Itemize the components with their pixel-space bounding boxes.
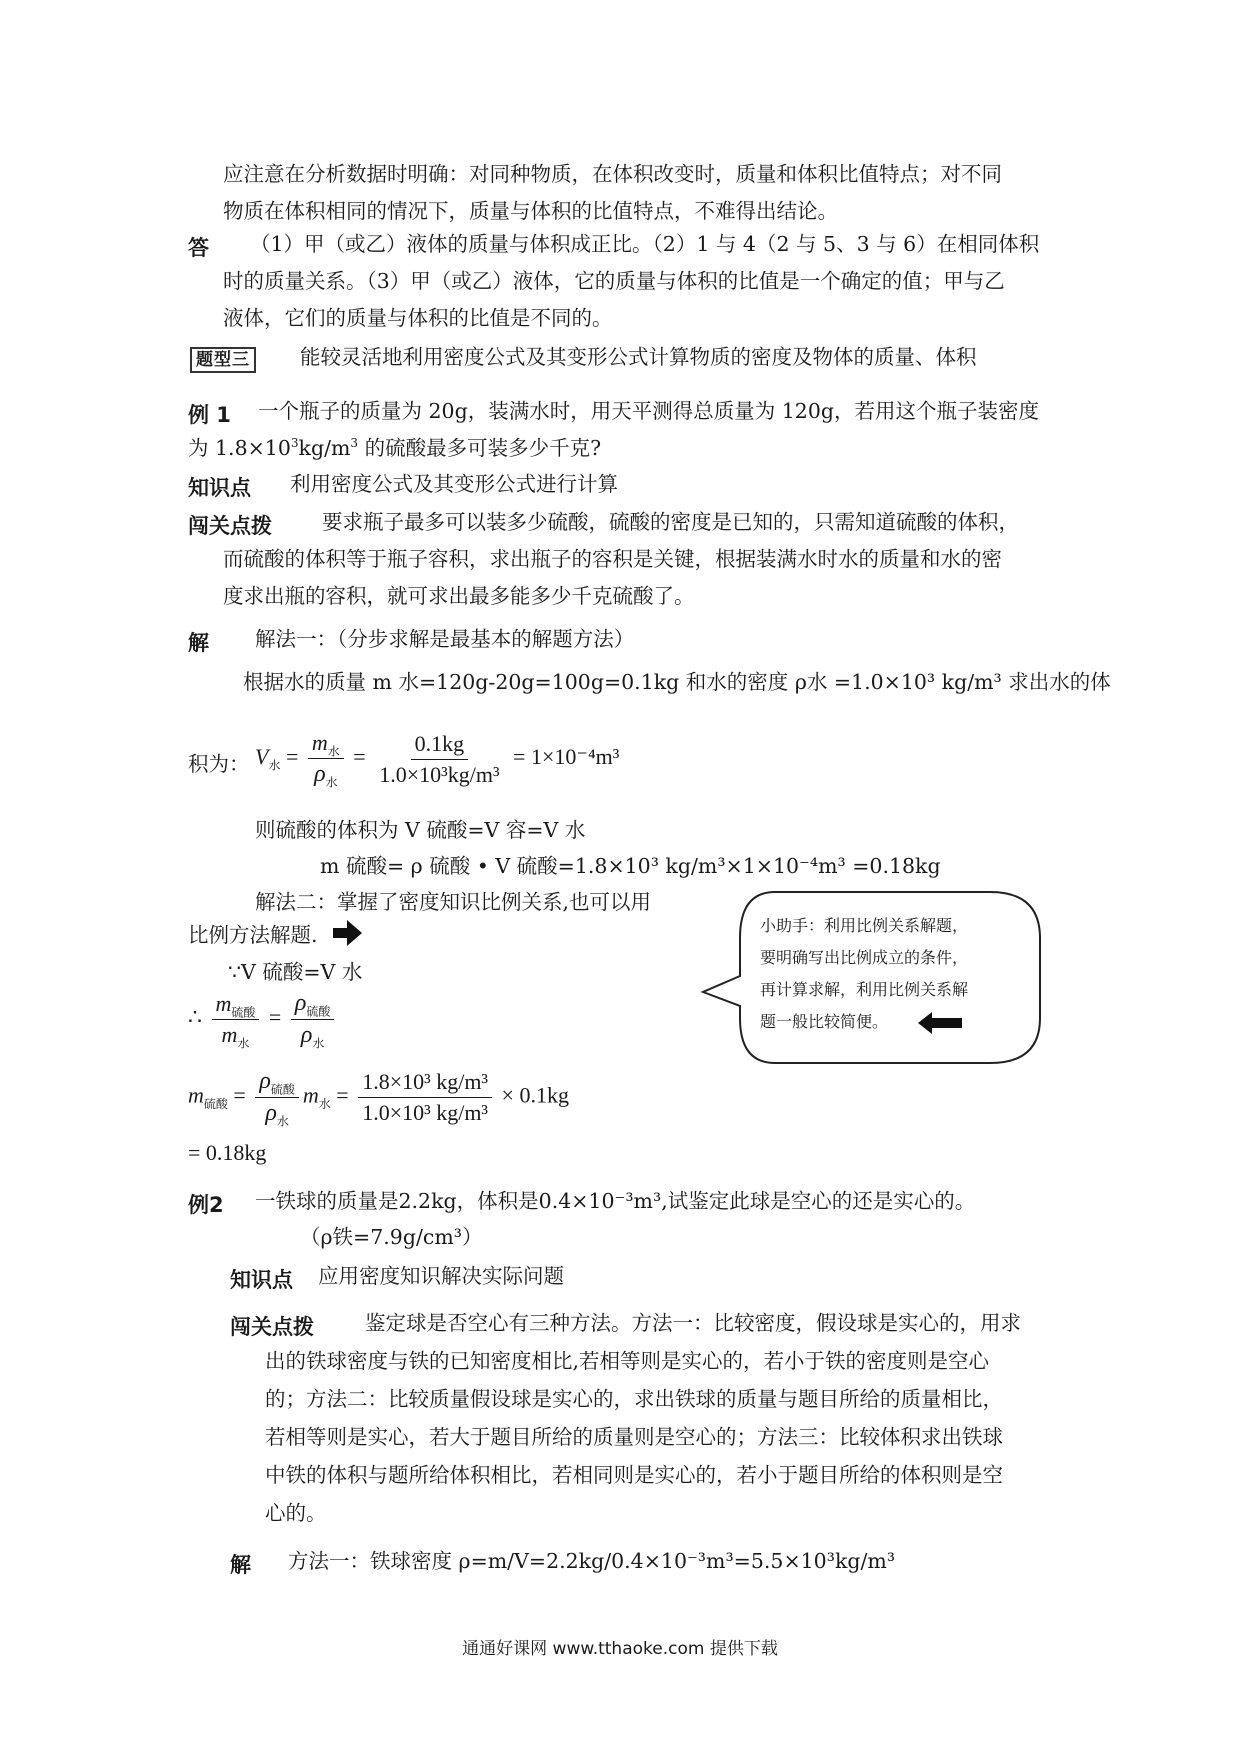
helper-line-4: 题一般比较简便。 bbox=[760, 1012, 889, 1031]
ratio-formula: ∴ $\frac{m_{硫酸}}{m_水}$ = $\frac{\rho_{硫酸}}{\rho_水}$ bbox=[188, 990, 338, 1049]
knowledge-point-text: 利用密度公式及其变形公式进行计算 bbox=[290, 472, 618, 496]
example-2-line-2: （ρ铁=7.9g/cm³） bbox=[300, 1225, 483, 1249]
solution-label: 解 bbox=[188, 631, 209, 655]
example-1-line-2 bbox=[188, 431, 601, 465]
volume-numerator: 0.1kg bbox=[411, 731, 469, 760]
final-result: = 0.18kg bbox=[188, 1140, 267, 1165]
density-ratio-fraction-2: $\frac{\rho_{硫酸}}{\rho_水}$ bbox=[255, 1068, 299, 1127]
helper-line-1: 小助手：利用比例关系解题， bbox=[760, 916, 969, 935]
example-1-line-2e: 的硫酸最多可装多少千克? bbox=[358, 436, 602, 460]
example-2-line-1: 一铁球的质量是2.2kg，体积是0.4×10⁻³m³,试鉴定此球是空心的还是实心的。 bbox=[255, 1189, 976, 1213]
example-2-tip-line-1: 鉴定球是否空心有三种方法。方法一：比较密度，假设球是实心的，用求 bbox=[365, 1311, 1021, 1335]
example-2-tip-line-4: 若相等则是实心，若大于题目所给的质量则是空心的；方法三：比较体积求出铁球 bbox=[265, 1425, 1003, 1449]
example-2-knowledge-text: 应用密度知识解决实际问题 bbox=[318, 1264, 564, 1288]
example-2-tip-line-6: 心的。 bbox=[265, 1501, 327, 1525]
answer-line-2: 时的质量关系。（3）甲（或乙）液体，它的质量与体积的比值是一个确定的值；甲与乙 bbox=[223, 269, 1005, 293]
section-tag-text: 题型三 bbox=[190, 347, 256, 373]
intro-line-1: 应注意在分析数据时明确：对同种物质，在体积改变时，质量和体积比值特点；对不同 bbox=[223, 162, 1002, 186]
intro-line-2: 物质在体积相同的情况下，质量与体积的比值特点，不难得出结论。 bbox=[223, 199, 838, 223]
answer-label: 答 bbox=[188, 236, 209, 260]
answer-line-3: 液体，它们的质量与体积的比值是不同的。 bbox=[223, 306, 613, 330]
density-value-numerator: 1.8×10³ kg/m³ bbox=[358, 1069, 492, 1098]
knowledge-point-label: 知识点 bbox=[188, 476, 251, 500]
acid-mass-formula: $m_{硫酸}$ = $\frac{\rho_{硫酸}}{\rho_水}$ $m_水$ = $\frac{\text{1.8×10³ kg/m³}}{\text{1.0×10³ kg/m³}}$ × 0.1kg bbox=[188, 1068, 569, 1129]
example-2-knowledge-label: 知识点 bbox=[230, 1268, 293, 1292]
example-2-tip-line-2: 出的铁球密度与铁的已知密度相比,若相等则是实心的，若小于铁的密度则是空心 bbox=[265, 1349, 990, 1373]
example-2-label: 例2 bbox=[188, 1193, 224, 1217]
example-1-line-2a: 为 1.8×10 bbox=[188, 436, 291, 460]
example-1-exp-1: 3 bbox=[290, 436, 299, 450]
tip-label: 闯关点拨 bbox=[188, 514, 272, 538]
example-1-line-2c: kg/m bbox=[298, 436, 351, 460]
density-ratio-fraction: $\frac{\rho_{硫酸}}{\rho_水}$ bbox=[291, 990, 335, 1049]
footer-credit: 通通好课网 www.tthaoke.com 提供下载 bbox=[462, 1639, 778, 1659]
example-2-tip-line-3: 的；方法二：比较质量假设球是实心的，求出铁球的质量与题目所给的质量相比， bbox=[265, 1387, 1003, 1411]
mass-ratio-fraction: $\frac{m_{硫酸}}{m_水}$ bbox=[212, 991, 260, 1048]
water-mass-line: 根据水的质量 m 水=120g-20g=100g=0.1kg 和水的密度 ρ水 =1.0×10³ kg/m³ 求出水的体 bbox=[243, 670, 1111, 694]
example-2-tip-line-5: 中铁的体积与题所给体积相比，若相同则是实心的，若小于题目所给的体积则是空 bbox=[265, 1463, 1003, 1487]
acid-mass-line: m 硫酸= ρ 硫酸 • V 硫酸=1.8×10³ kg/m³×1×10⁻⁴m³ =0.18kg bbox=[320, 854, 941, 878]
helper-line-2: 要明确写出比例成立的条件， bbox=[760, 948, 969, 967]
volume-formula: $V_水$ = $\frac{m_水}{\rho_水}$ = $\frac{0.1kg}{\text{1.0×10³kg/m³}}$ = 1×10⁻⁴m³ bbox=[255, 730, 620, 790]
acid-volume-line: 则硫酸的体积为 V 硫酸=V 容=V 水 bbox=[255, 818, 586, 842]
helper-line-3: 再计算求解，利用比例关系解 bbox=[760, 980, 969, 999]
example-2-solution-line: 方法一：铁球密度 ρ=m/V=2.2kg/0.4×10⁻³m³=5.5×10³kg/m³ bbox=[288, 1549, 896, 1573]
density-value-fraction bbox=[358, 1069, 492, 1126]
method-2-line-1: 解法二：掌握了密度知识比例关系,也可以用 bbox=[255, 890, 652, 914]
volume-denominator: 1.0×10³kg/m³ bbox=[379, 761, 500, 787]
volume-value-fraction bbox=[375, 731, 503, 788]
right-arrow-icon bbox=[333, 920, 363, 946]
tip-line-1: 要求瓶子最多可以装多少硫酸，硫酸的密度是已知的，只需知道硫酸的体积， bbox=[322, 510, 1019, 534]
answer-line-1: （1）甲（或乙）液体的质量与体积成正比。（2）1 与 4（2 与 5、3 与 6）在相同体积 bbox=[250, 232, 1040, 256]
method-2-line-2: 比例方法解题. bbox=[188, 923, 318, 947]
tip-line-3: 度求出瓶的容积，就可求出最多能多少千克硫酸了。 bbox=[223, 584, 695, 608]
ratio-tail: × 0.1kg bbox=[501, 1082, 569, 1108]
example-1-line-1: 一个瓶子的质量为 20g，装满水时，用天平测得总质量为 120g，若用这个瓶子装密度 bbox=[258, 399, 1039, 423]
density-value-denominator: 1.0×10³ kg/m³ bbox=[362, 1100, 489, 1125]
volume-prefix: 积为： bbox=[188, 752, 250, 776]
example-1-exp-2: 3 bbox=[350, 436, 359, 450]
example-1-label: 例 1 bbox=[188, 403, 231, 427]
tip-line-2: 而硫酸的体积等于瓶子容积，求出瓶子的容积是关键，根据装满水时水的质量和水的密 bbox=[223, 547, 1002, 571]
example-2-tip-label: 闯关点拨 bbox=[230, 1315, 314, 1339]
because-line: ∵V 硫酸=V 水 bbox=[228, 960, 363, 984]
mass-over-density-fraction: $\frac{m_水}{\rho_水}$ bbox=[308, 730, 344, 788]
section-title: 能较灵活地利用密度公式及其变形公式计算物质的密度及物体的质量、体积 bbox=[300, 345, 977, 369]
left-arrow-icon bbox=[918, 1012, 962, 1034]
volume-result: = 1×10⁻⁴m³ bbox=[513, 744, 620, 770]
example-2-solution-label: 解 bbox=[230, 1553, 251, 1577]
section-tag bbox=[190, 347, 256, 373]
solution-method-1: 解法一：（分步求解是最基本的解题方法） bbox=[255, 627, 635, 651]
